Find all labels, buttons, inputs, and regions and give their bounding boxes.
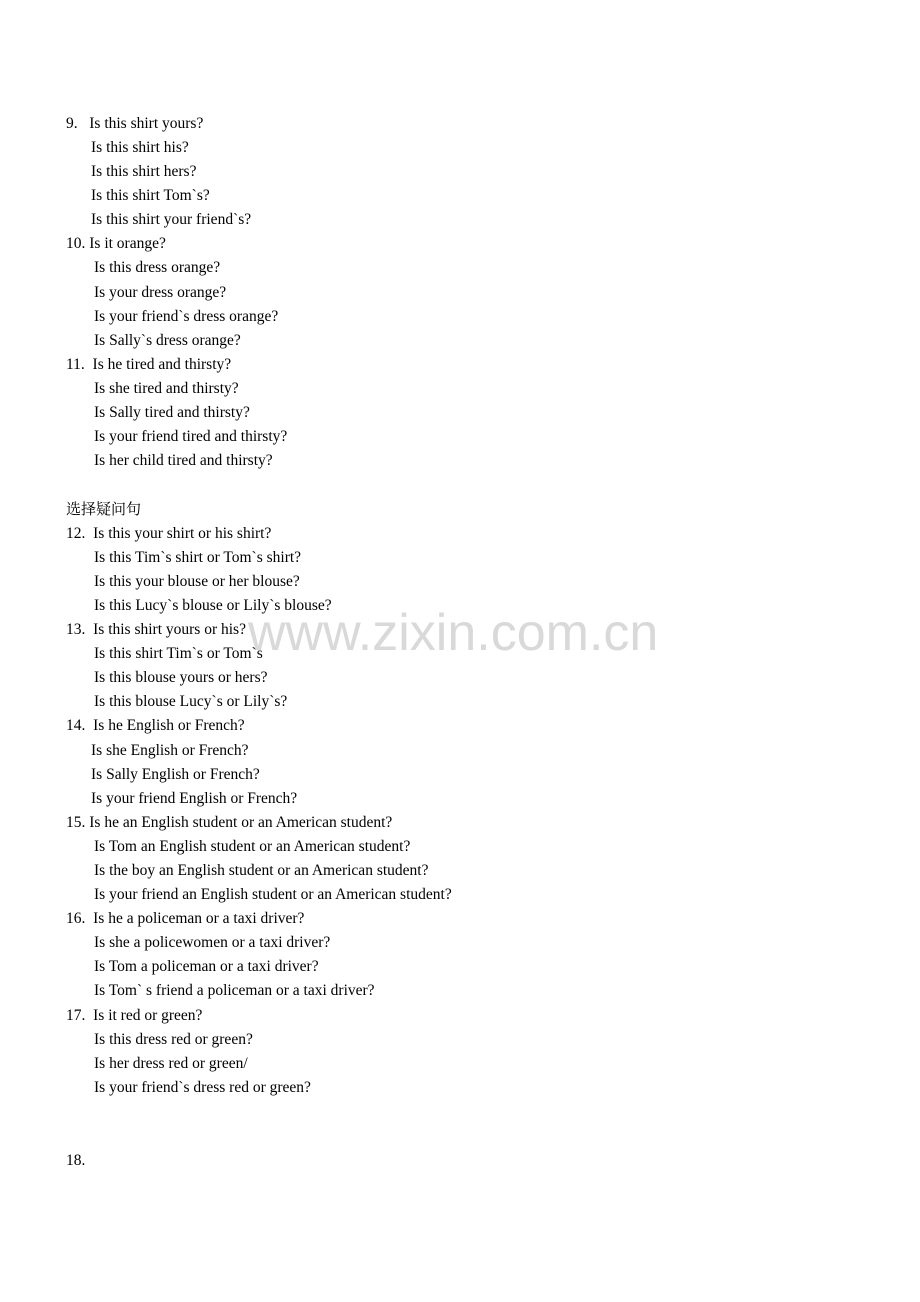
item-14-question-1: 14. Is he English or French? bbox=[66, 717, 245, 734]
item-16-question-3: Is Tom a policeman or a taxi driver? bbox=[94, 958, 319, 975]
item-15-question-1: 15. Is he an English student or an American student? bbox=[66, 814, 393, 831]
item-14-question-2: Is she English or French? bbox=[91, 742, 249, 759]
item-17-question-1: 17. Is it red or green? bbox=[66, 1007, 203, 1024]
item-11-question-5: Is her child tired and thirsty? bbox=[94, 452, 273, 469]
item-9-question-4: Is this shirt Tom`s? bbox=[91, 187, 210, 204]
item-15-question-4: Is your friend an English student or an American student? bbox=[94, 886, 452, 903]
item-17-question-4: Is your friend`s dress red or green? bbox=[94, 1079, 311, 1096]
item-11-question-1: 11. Is he tired and thirsty? bbox=[66, 356, 232, 373]
item-12-question-1: 12. Is this your shirt or his shirt? bbox=[66, 525, 272, 542]
item-10-question-5: Is Sally`s dress orange? bbox=[94, 332, 241, 349]
item-13-question-3: Is this blouse yours or hers? bbox=[94, 669, 268, 686]
watermark: www.zixin.com.cn bbox=[248, 604, 659, 662]
item-17-question-3: Is her dress red or green/ bbox=[94, 1055, 248, 1072]
item-13-question-1: 13. Is this shirt yours or his? bbox=[66, 621, 246, 638]
item-10-question-1: 10. Is it orange? bbox=[66, 235, 166, 252]
item-13-question-2: Is this shirt Tim`s or Tom`s bbox=[94, 645, 263, 662]
item-12-question-2: Is this Tim`s shirt or Tom`s shirt? bbox=[94, 549, 302, 566]
section-heading: 选择疑问句 bbox=[66, 500, 142, 518]
item-9-question-1: 9. Is this shirt yours? bbox=[66, 115, 204, 132]
item-11-question-4: Is your friend tired and thirsty? bbox=[94, 428, 288, 445]
item-10-question-2: Is this dress orange? bbox=[94, 259, 221, 276]
item-16-question-4: Is Tom` s friend a policeman or a taxi driver? bbox=[94, 982, 375, 999]
item-15-question-3: Is the boy an English student or an American student? bbox=[94, 862, 429, 879]
item-18-number: 18. bbox=[66, 1152, 86, 1169]
item-16-question-1: 16. Is he a policeman or a taxi driver? bbox=[66, 910, 305, 927]
item-10-question-4: Is your friend`s dress orange? bbox=[94, 308, 279, 325]
item-11-question-2: Is she tired and thirsty? bbox=[94, 380, 239, 397]
item-9-question-5: Is this shirt your friend`s? bbox=[91, 211, 252, 228]
item-15-question-2: Is Tom an English student or an American student? bbox=[94, 838, 411, 855]
item-14-question-3: Is Sally English or French? bbox=[91, 766, 260, 783]
item-9-question-3: Is this shirt hers? bbox=[91, 163, 197, 180]
item-12-question-4: Is this Lucy`s blouse or Lily`s blouse? bbox=[94, 597, 332, 614]
item-11-question-3: Is Sally tired and thirsty? bbox=[94, 404, 250, 421]
item-13-question-4: Is this blouse Lucy`s or Lily`s? bbox=[94, 693, 288, 710]
item-10-question-3: Is your dress orange? bbox=[94, 284, 227, 301]
item-12-question-3: Is this your blouse or her blouse? bbox=[94, 573, 300, 590]
item-9-question-2: Is this shirt his? bbox=[91, 139, 189, 156]
item-17-question-2: Is this dress red or green? bbox=[94, 1031, 253, 1048]
item-16-question-2: Is she a policewomen or a taxi driver? bbox=[94, 934, 331, 951]
item-14-question-4: Is your friend English or French? bbox=[91, 790, 298, 807]
